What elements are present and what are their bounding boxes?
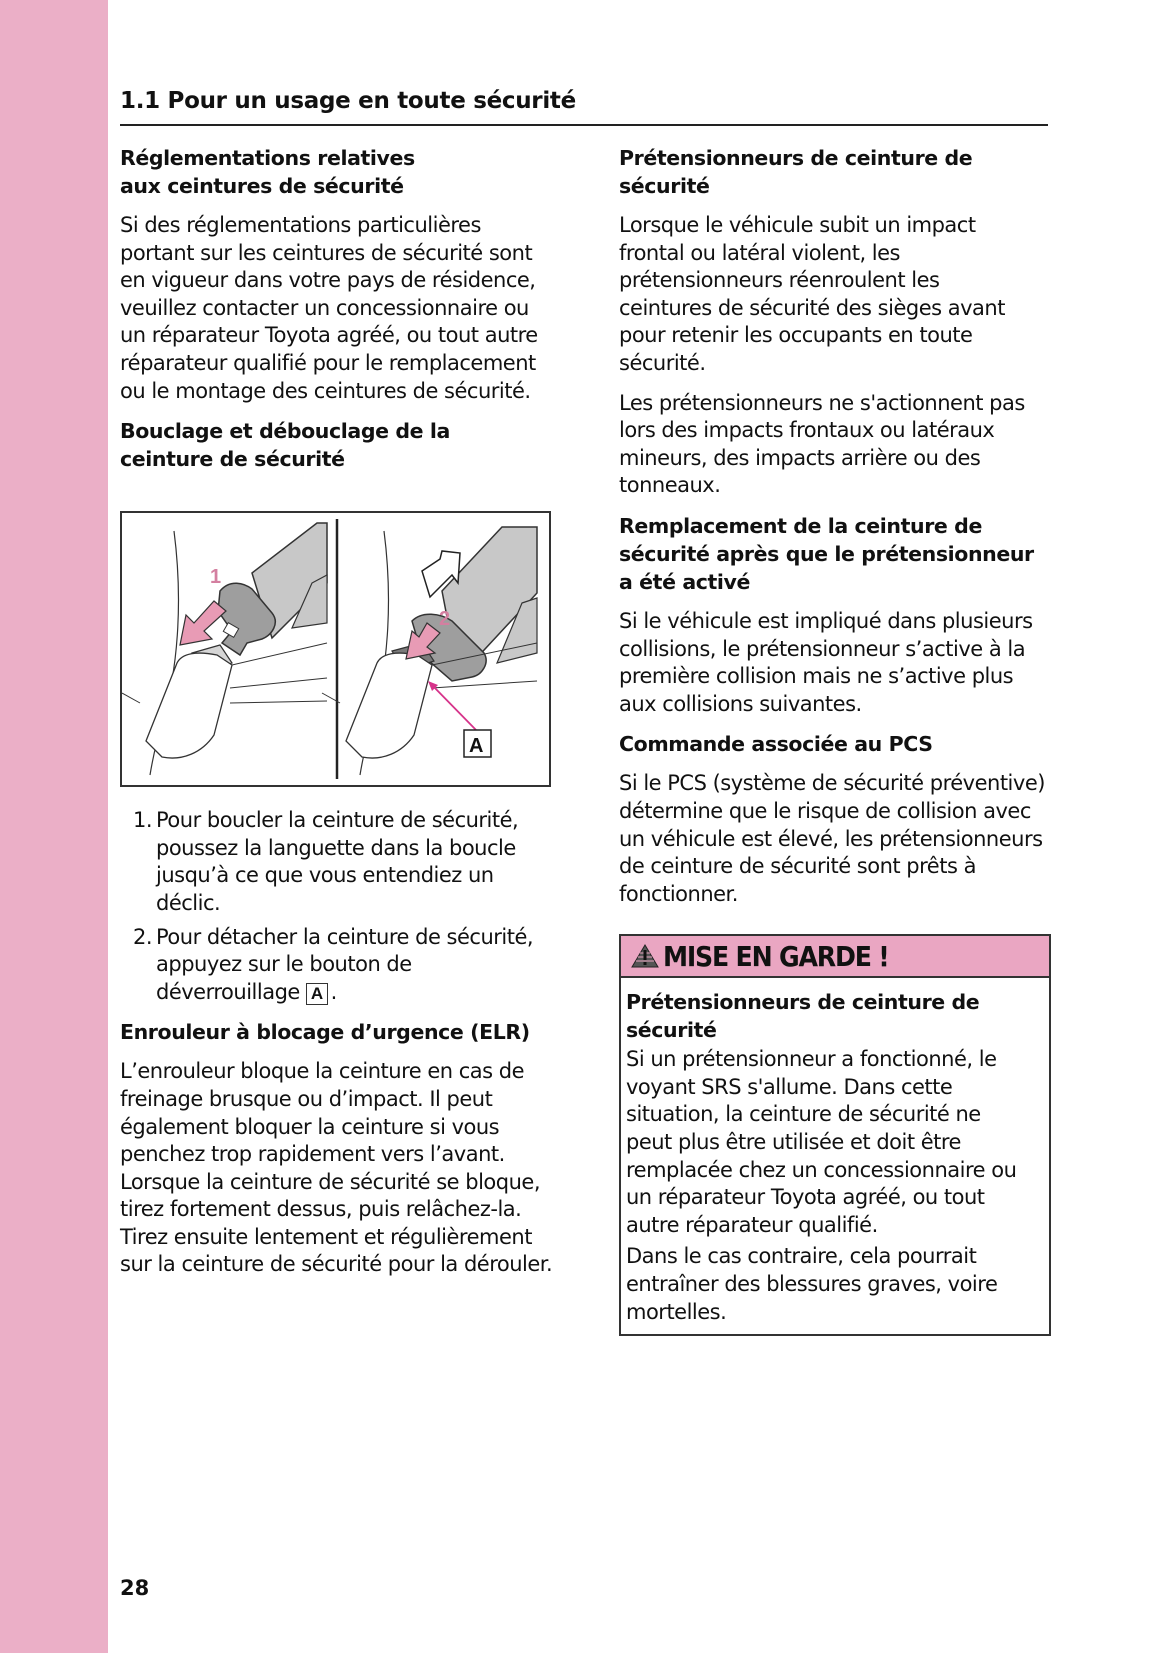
list-item: 2. Pour détacher la ceinture de sécurité, appuyez sur le bouton de déverrouillage A .: [133, 924, 534, 1004]
warning-text-1: Si un prétensionneur a fonctionné, le voyant SRS s'allume. Dans cette situation, la ceinture de sécurité ne peut plus être utilisée et doit être remplacée chez un concessionnaire ou un réparateur Toyota agréé, ou tout autre réparateur qualifié.: [626, 1047, 1017, 1237]
warning-header: [621, 936, 1049, 978]
heading-pretensionneurs: Prétensionneurs de ceinture de sécurité: [619, 146, 973, 198]
section-title: 1.1 Pour un usage en toute sécurité: [120, 88, 576, 114]
page-side-tab: [0, 0, 108, 1653]
text-elr: L’enrouleur bloque la ceinture en cas de freinage brusque ou d’impact. Il peut également bloquer la ceinture si vous penchez trop rapidement vers l’avant. Lorsque la ceinture de sécurité se bloque, tirez fortement dessus, puis relâchez-la. Tirez ensuite lentement et régulièrement sur la ceinture de sécurité pour la dérouler.: [120, 1059, 553, 1277]
warning-title: MISE EN GARDE !: [663, 939, 889, 973]
text-reglementations: Si des réglementations particulières portant sur les ceintures de sécurité sont en vigueur dans votre pays de résidence, veuillez contacter un concessionnaire ou un réparateur Toyota agréé, ou tout autre réparateur qualifié pour le remplacement ou le montage des ceintures de sécurité.: [120, 213, 538, 403]
text-pretensionneurs-1: Lorsque le véhicule subit un impact frontal ou latéral violent, les prétensionneurs réenroulent les ceintures de sécurité des sièges avant pour retenir les occupants en toute sécurité.: [619, 213, 1005, 375]
warning-box: [619, 934, 1051, 1336]
step-1-label: 1: [210, 566, 222, 589]
heading-pcs: Commande associée au PCS: [619, 732, 933, 757]
step-2-label: 2: [439, 608, 451, 631]
seatbelt-buckle-diagram: [122, 513, 549, 785]
list-item: 1. Pour boucler la ceinture de sécurité, poussez la languette dans la boucle jusqu’à ce que vous entendiez un déclic.: [133, 808, 519, 915]
warning-triangle-icon: [631, 944, 659, 968]
warning-body: [621, 978, 1049, 1334]
right-column: [619, 144, 1059, 1336]
heading-bouclage: Bouclage et débouclage de la ceinture de sécurité: [120, 419, 450, 472]
callout-a-label: A: [469, 735, 484, 758]
text-remplacement: Si le véhicule est impliqué dans plusieurs collisions, le prétensionneur s’active à la première collision mais ne s’active plus aux collisions suivantes.: [619, 608, 1033, 716]
seatbelt-illustration: [120, 511, 551, 787]
page-number: 28: [120, 1576, 150, 1600]
text-pcs: Si le PCS (système de sécurité préventive) détermine que le risque de collision avec un véhicule est élevé, les prétensionneurs de ceinture de sécurité sont prêts à fonctionner.: [619, 771, 1045, 906]
left-column: [120, 144, 560, 1291]
warning-heading: Prétensionneurs de ceinture de sécurité: [626, 990, 980, 1043]
release-button-ref-a: A: [306, 983, 328, 1005]
heading-elr: Enrouleur à blocage d’urgence (ELR): [120, 1020, 530, 1045]
heading-remplacement: Remplacement de la ceinture de sécurité après que le prétensionneur a été activé: [619, 513, 1034, 594]
warning-text-2: Dans le cas contraire, cela pourrait entraîner des blessures graves, voire mortelles.: [626, 1244, 998, 1324]
title-rule: [120, 124, 1048, 126]
buckle-steps-list: [120, 807, 560, 1006]
heading-reglementations: Réglementations relatives aux ceintures de sécurité: [120, 146, 415, 198]
text-pretensionneurs-2: Les prétensionneurs ne s'actionnent pas lors des impacts frontaux ou latéraux mineurs, des impacts arrière ou des tonneaux.: [619, 390, 1025, 498]
